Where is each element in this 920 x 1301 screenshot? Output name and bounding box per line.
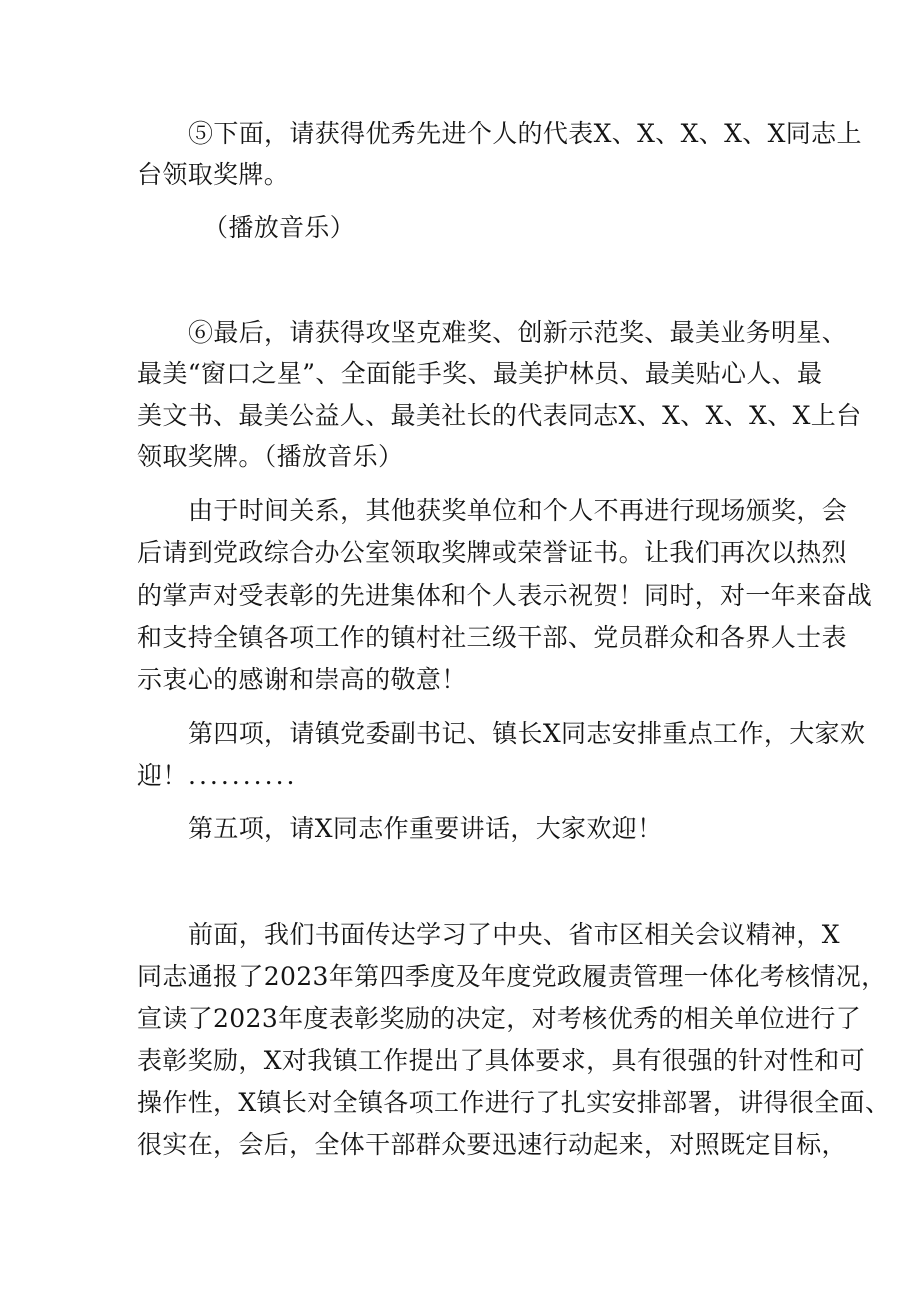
paragraph-4-line-2: 后请到党政综合办公室领取奖牌或荣誉证书。让我们再次以热烈	[137, 538, 847, 567]
paragraph-3-line-1: ⑥最后，请获得攻坚克难奖、创新示范奖、最美业务明星、	[188, 318, 848, 347]
paragraph-4-line-4: 和支持全镇各项工作的镇村社三级干部、党员群众和各界人士表	[137, 623, 847, 652]
paragraph-4-line-5: 示衷心的感谢和崇高的敬意！	[137, 665, 467, 694]
paragraph-5-line-1: 第四项，请镇党委副书记、镇长X同志安排重点工作，大家欢	[188, 719, 866, 748]
paragraph-1-line-2: 台领取奖牌。	[137, 160, 290, 189]
paragraph-7-line-4: 表彰奖励，X对我镇工作提出了具体要求，具有很强的针对性和可	[137, 1046, 865, 1075]
paragraph-7-line-6: 很实在，会后，全体干部群众要迅速行动起来，对照既定目标，	[137, 1130, 847, 1159]
paragraph-3-line-4: 领取奖牌。（播放音乐）	[137, 442, 404, 471]
paragraph-4-line-1: 由于时间关系，其他获奖单位和个人不再进行现场颁奖，会	[188, 496, 848, 525]
paragraph-7-line-1: 前面，我们书面传达学习了中央、省市区相关会议精神，X	[188, 920, 840, 949]
paragraph-6-line-1: 第五项，请X同志作重要讲话，大家欢迎！	[188, 814, 663, 843]
paragraph-1-line-1: ⑤下面，请获得优秀先进个人的代表X、X、X、X、X同志上	[188, 119, 862, 148]
paragraph-7-line-2: 同志通报了2023年第四季度及年度党政履责管理一体化考核情况，	[137, 962, 887, 991]
paragraph-5-line-2: 迎！	[137, 761, 188, 790]
paragraph-7-line-5: 操作性，X镇长对全镇各项工作进行了扎实安排部署，讲得很全面、	[137, 1088, 891, 1117]
paragraph-2-line-1: （播放音乐）	[203, 213, 356, 242]
paragraph-3-line-2: 最美“窗口之星”、全面能手奖、最美护林员、最美贴心人、最	[137, 359, 823, 388]
paragraph-4-line-3: 的掌声对受表彰的先进集体和个人表示祝贺！同时，对一年来奋战	[137, 581, 873, 610]
paragraph-3-line-3: 美文书、最美公益人、最美社长的代表同志X、X、X、X、X上台	[137, 401, 862, 430]
paragraph-7-line-3: 宣读了2023年度表彰奖励的决定，对考核优秀的相关单位进行了	[137, 1004, 862, 1033]
paragraph-5-ellipsis: ..........	[188, 761, 298, 790]
